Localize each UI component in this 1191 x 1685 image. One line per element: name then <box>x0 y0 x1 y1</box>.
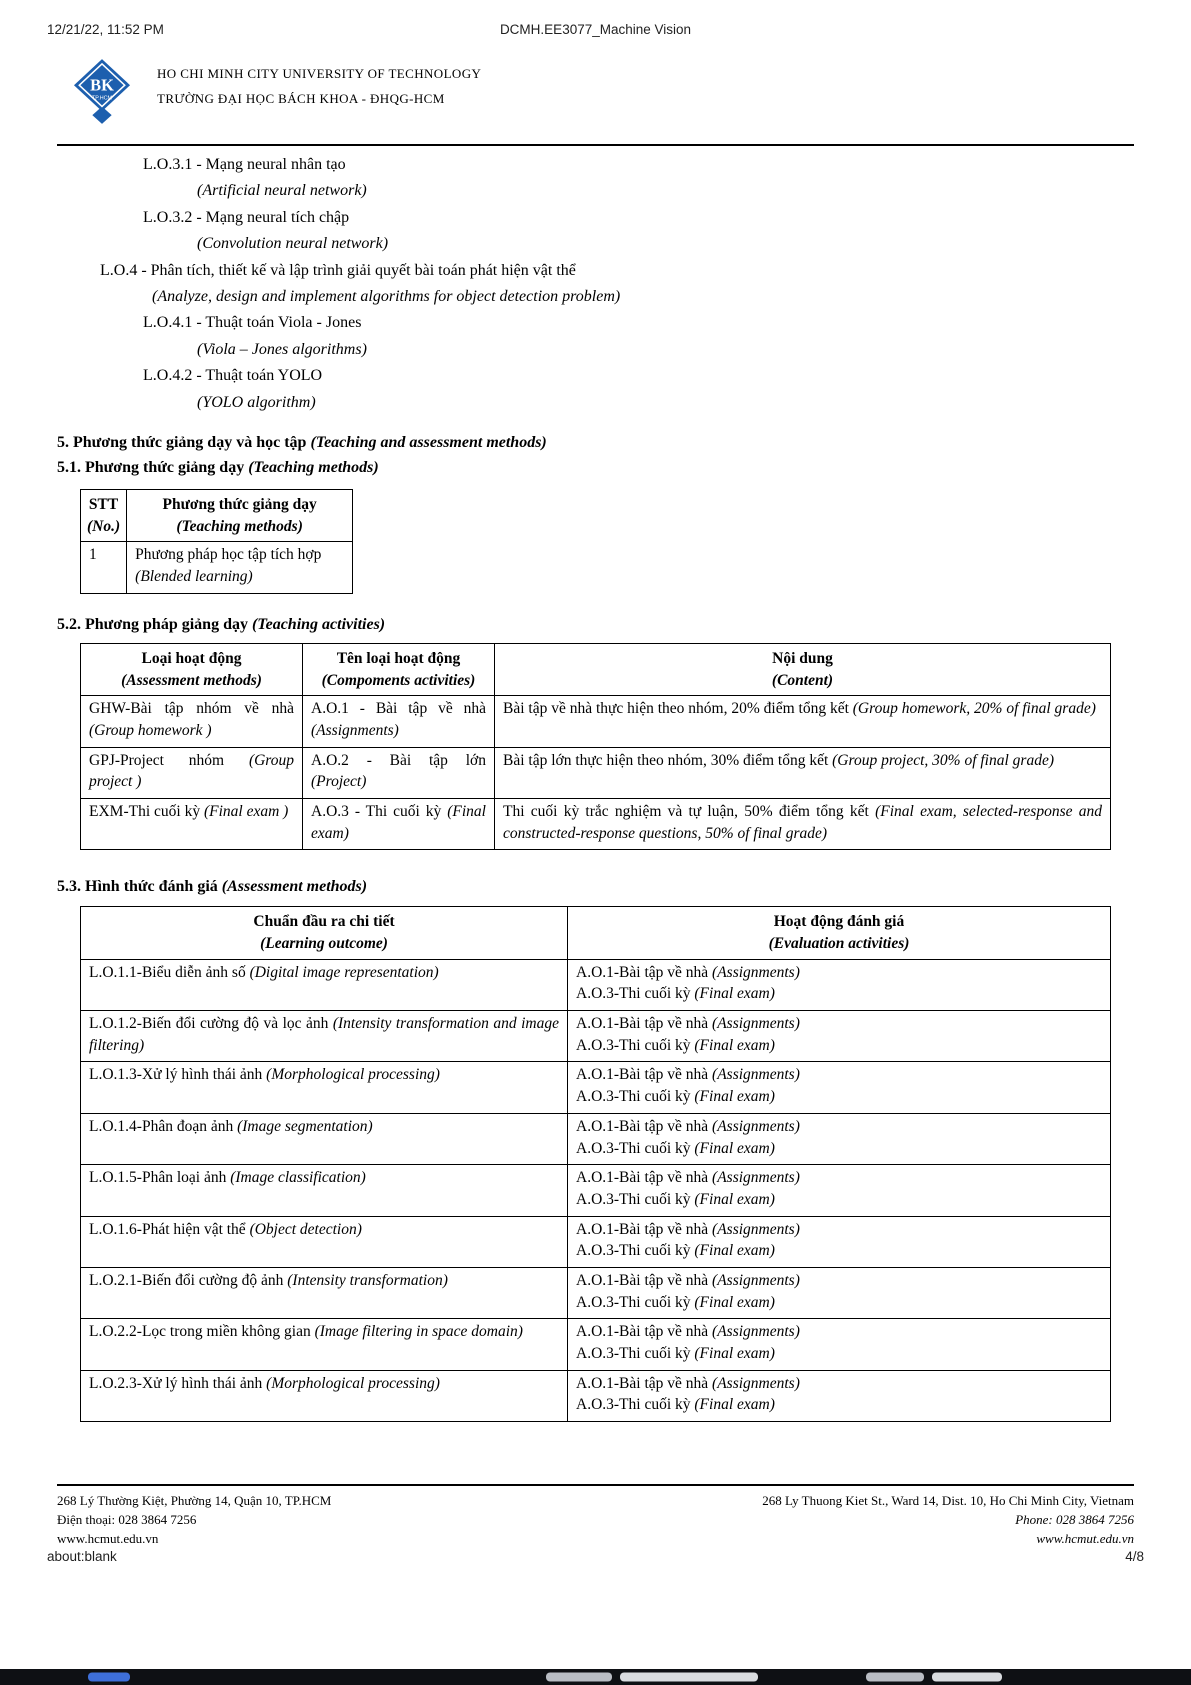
learning-outcome-cell <box>81 1267 568 1318</box>
learning-outcome-line: (Viola – Jones algorithms) <box>197 340 367 358</box>
heading-vi: 5. Phương thức giảng dạy và học tập <box>57 434 311 452</box>
table-cell <box>495 696 1111 747</box>
teaching-methods-table <box>80 489 353 594</box>
page-footer <box>57 1484 1134 1548</box>
text-segment: A.O.3-Thi cuối kỳ <box>576 1139 695 1157</box>
learning-outcome-cell <box>81 1062 568 1113</box>
header-en: (Compoments activities) <box>321 671 476 689</box>
text-segment: A.O.1-Bài tập về nhà <box>576 1015 713 1033</box>
text-segment: A.O.1-Bài tập về nhà <box>576 1169 713 1187</box>
section-5-3-heading <box>57 878 1134 896</box>
text-segment: (Project) <box>311 773 367 791</box>
learning-outcome-cell <box>81 1011 568 1062</box>
footer-right <box>762 1491 1134 1548</box>
text-segment: (Image segmentation) <box>237 1117 373 1135</box>
university-name-en: HO CHI MINH CITY UNIVERSITY OF TECHNOLOGY <box>157 66 482 81</box>
section-5-2-heading <box>57 616 1134 634</box>
text-segment: EXM-Thi cuối kỳ <box>89 802 204 820</box>
header-vi: Hoạt động đánh giá <box>773 913 905 931</box>
evaluation-line <box>576 1343 1102 1365</box>
header-en: (Evaluation activities) <box>768 935 910 952</box>
address-vi: 268 Lý Thường Kiệt, Phường 14, Quận 10, TP.HCM <box>57 1493 332 1508</box>
university-names <box>157 58 481 107</box>
table-row <box>81 1113 1111 1164</box>
text-segment: (Final exam) <box>694 1242 775 1260</box>
text-segment: (Final exam) <box>694 1396 775 1414</box>
method-en: (Blended learning) <box>135 568 253 586</box>
col-content <box>495 643 1111 695</box>
logo-bk-text: BK <box>90 75 114 95</box>
text-segment: (Final exam) <box>311 802 486 842</box>
learning-outcome-line: L.O.3.2 - Mạng neural tích chập <box>143 208 350 226</box>
evaluation-line <box>576 1394 1102 1416</box>
print-doc-title: DCMH.EE3077_Machine Vision <box>499 22 692 37</box>
text-segment: (Final exam, selected-response and constructed-response questions, 50% of final grade) <box>503 802 1102 842</box>
evaluation-line <box>576 1064 1102 1086</box>
teaching-activities-table <box>80 643 1111 851</box>
text-segment: (Assignments) <box>712 1374 800 1392</box>
evaluation-line <box>576 962 1102 984</box>
header-vi: Tên loại hoạt động <box>336 649 461 667</box>
heading-vi: 5.3. Hình thức đánh giá <box>57 878 222 896</box>
text-segment: L.O.1.5-Phân loại ảnh <box>89 1169 231 1187</box>
table-row <box>81 1062 1111 1113</box>
print-url: about:blank <box>47 1549 117 1564</box>
text-segment: L.O.1.4-Phân đoạn ảnh <box>89 1117 238 1135</box>
text-segment: L.O.2.1-Biến đổi cường độ ảnh <box>89 1271 288 1289</box>
text-segment: A.O.3-Thi cuối kỳ <box>576 1190 695 1208</box>
learning-outcomes-list <box>57 152 1134 416</box>
text-segment: (Assignments) <box>712 963 800 981</box>
learning-outcome-cell <box>81 1370 568 1421</box>
text-segment: (Final exam ) <box>203 802 289 820</box>
text-segment: A.O.1-Bài tập về nhà <box>576 1220 713 1238</box>
taskbar-light-segment[interactable] <box>932 1673 1002 1682</box>
table-cell <box>81 696 303 747</box>
table-row <box>81 1165 1111 1216</box>
text-segment: (Final exam) <box>694 985 775 1003</box>
heading-en: (Teaching and assessment methods) <box>310 434 547 452</box>
header-en: (Learning outcome) <box>260 935 388 952</box>
learning-outcome-line: L.O.4 - Phân tích, thiết kế và lập trình giải quyết bài toán phát hiện vật thể <box>100 261 576 279</box>
text-segment: (Morphological processing) <box>266 1066 440 1084</box>
print-footer-bar <box>47 1549 1144 1564</box>
header-row <box>81 907 1111 959</box>
evaluation-line <box>576 1270 1102 1292</box>
col-learning-outcome <box>81 907 568 959</box>
text-segment: GPJ-Project nhóm <box>89 751 249 769</box>
text-segment: A.O.3-Thi cuối kỳ <box>576 1088 695 1106</box>
phone-en: Phone: 028 3864 7256 <box>1015 1512 1134 1527</box>
col-activity-name <box>303 643 495 695</box>
university-name-vi: TRƯỜNG ĐẠI HỌC BÁCH KHOA - ĐHQG-HCM <box>157 91 445 106</box>
table-cell <box>303 798 495 849</box>
table-row <box>81 1370 1111 1421</box>
heading-en: (Assessment methods) <box>221 878 368 896</box>
table-cell <box>81 747 303 798</box>
text-segment: (Image classification) <box>230 1169 366 1187</box>
text-segment: A.O.1-Bài tập về nhà <box>576 1271 713 1289</box>
text-segment: (Assignments) <box>712 1271 800 1289</box>
evaluation-line <box>576 1167 1102 1189</box>
assessment-methods-table <box>80 906 1111 1422</box>
learning-outcome-cell <box>81 1319 568 1370</box>
text-segment: A.O.3-Thi cuối kỳ <box>576 1036 695 1054</box>
evaluation-cell <box>568 1062 1111 1113</box>
text-segment: (Image filtering in space domain) <box>314 1323 523 1341</box>
evaluation-line <box>576 1189 1102 1211</box>
footer-left <box>57 1491 331 1548</box>
table-row <box>81 747 1111 798</box>
text-segment: (Intensity transformation and image filtering) <box>89 1015 559 1054</box>
learning-outcome-line: L.O.3.1 - Mạng neural nhân tạo <box>143 156 346 173</box>
evaluation-cell <box>568 1319 1111 1370</box>
text-segment: (Group homework ) <box>89 721 212 739</box>
evaluation-line <box>576 1292 1102 1314</box>
evaluation-line <box>576 1116 1102 1138</box>
heading-vi: 5.2. Phương pháp giảng dạy <box>57 615 252 633</box>
text-segment: (Assignments) <box>311 721 399 739</box>
text-segment: A.O.1-Bài tập về nhà <box>576 1066 713 1084</box>
text-segment: A.O.3-Thi cuối kỳ <box>576 985 695 1003</box>
section-5-heading <box>57 434 1134 452</box>
cell-no: 1 <box>81 542 127 593</box>
header-row <box>81 490 353 542</box>
table-cell <box>303 747 495 798</box>
text-segment: A.O.1-Bài tập về nhà <box>576 1323 713 1341</box>
text-segment: (Assignments) <box>712 1015 800 1033</box>
text-segment: A.O.3-Thi cuối kỳ <box>576 1345 695 1362</box>
evaluation-cell <box>568 959 1111 1010</box>
evaluation-cell <box>568 1216 1111 1267</box>
method-vi: Phương pháp học tập tích hợp <box>135 546 322 564</box>
evaluation-line <box>576 1373 1102 1395</box>
text-segment: L.O.1.1-Biểu diễn ảnh số <box>89 963 250 981</box>
assessment-methods-body <box>81 959 1111 1421</box>
text-segment: A.O.2 - Bài tập lớn <box>311 751 486 769</box>
print-page-number: 4/8 <box>1125 1549 1144 1564</box>
taskbar-blue-indicator[interactable] <box>88 1673 130 1682</box>
text-segment: A.O.1 - Bài tập về nhà <box>311 700 486 718</box>
col-method <box>127 490 353 542</box>
text-segment: (Assignments) <box>712 1066 800 1084</box>
table-row <box>81 959 1111 1010</box>
evaluation-line <box>576 1138 1102 1160</box>
evaluation-line <box>576 983 1102 1005</box>
text-segment: A.O.1-Bài tập về nhà <box>576 1374 713 1392</box>
text-segment: (Final exam) <box>694 1139 775 1157</box>
text-segment: (Assignments) <box>712 1169 800 1187</box>
col-no <box>81 490 127 542</box>
learning-outcome-line: (Convolution neural network) <box>197 235 389 253</box>
bk-university-logo-icon <box>73 58 131 124</box>
teaching-activities-body <box>81 696 1111 850</box>
header-vi: Chuẩn đầu ra chi tiết <box>253 913 395 931</box>
text-segment: A.O.1-Bài tập về nhà <box>576 963 713 981</box>
header-divider <box>57 144 1134 146</box>
evaluation-line <box>576 1013 1102 1035</box>
text-segment: GHW-Bài tập nhóm về nhà <box>89 700 294 718</box>
table-row <box>81 1216 1111 1267</box>
taskbar-light-segment[interactable] <box>620 1673 758 1682</box>
heading-vi: 5.1. Phương thức giảng dạy <box>57 459 249 477</box>
text-segment: (Group project, 30% of final grade) <box>832 751 1054 769</box>
text-segment: (Intensity transformation) <box>287 1271 448 1289</box>
evaluation-line <box>576 1035 1102 1057</box>
heading-en: (Teaching methods) <box>248 459 379 477</box>
website-link[interactable]: www.hcmut.edu.vn <box>57 1531 159 1546</box>
evaluation-line <box>576 1219 1102 1241</box>
learning-outcome-line: (Artificial neural network) <box>197 182 367 200</box>
table-row <box>81 1267 1111 1318</box>
learning-outcome-line: (YOLO algorithm) <box>197 393 316 411</box>
evaluation-cell <box>568 1011 1111 1062</box>
cell-method <box>127 542 353 593</box>
header-vi: Phương thức giảng dạy <box>162 496 317 514</box>
table-cell <box>495 747 1111 798</box>
table-cell <box>495 798 1111 849</box>
header-vi: STT <box>88 496 119 514</box>
website-link[interactable]: www.hcmut.edu.vn <box>1036 1531 1134 1546</box>
text-segment: (Digital image representation) <box>249 963 439 981</box>
text-segment: (Morphological processing) <box>266 1374 440 1392</box>
header-en: (No.) <box>87 517 121 535</box>
text-segment: A.O.3-Thi cuối kỳ <box>576 1396 695 1414</box>
text-segment: (Assignments) <box>712 1323 800 1341</box>
evaluation-line <box>576 1086 1102 1108</box>
evaluation-line <box>576 1321 1102 1343</box>
text-segment: L.O.1.2-Biến đổi cường độ và lọc ảnh <box>89 1015 333 1033</box>
text-segment: Thi cuối kỳ trắc nghiệm và tự luận, 50% điểm tổng kết <box>503 802 876 820</box>
evaluation-cell <box>568 1165 1111 1216</box>
text-segment: (Final exam) <box>694 1345 775 1362</box>
table-row <box>81 1011 1111 1062</box>
text-segment: L.O.2.2-Lọc trong miền không gian <box>89 1323 315 1341</box>
text-segment: (Group homework, 20% of final grade) <box>852 700 1096 718</box>
phone-vi: Điện thoại: 028 3864 7256 <box>57 1512 197 1527</box>
header-en: (Content) <box>771 671 834 689</box>
col-evaluation <box>568 907 1111 959</box>
table-row <box>81 696 1111 747</box>
taskbar-light-segment[interactable] <box>866 1673 924 1682</box>
text-segment: (Assignments) <box>712 1220 800 1238</box>
text-segment: (Group project ) <box>89 751 294 791</box>
header-en: (Assessment methods) <box>121 671 262 689</box>
learning-outcome-line: (Analyze, design and implement algorithms for object detection problem) <box>152 288 621 306</box>
taskbar[interactable] <box>0 1669 1191 1685</box>
text-segment: (Final exam) <box>694 1293 775 1311</box>
text-segment: A.O.3 - Thi cuối kỳ <box>311 802 448 820</box>
learning-outcome-line: L.O.4.1 - Thuật toán Viola - Jones <box>143 314 362 332</box>
print-datetime: 12/21/22, 11:52 PM <box>47 22 164 37</box>
text-segment: Bài tập lớn thực hiện theo nhóm, 30% điểm tổng kết <box>503 751 833 769</box>
text-segment: L.O.1.3-Xử lý hình thái ảnh <box>89 1066 267 1084</box>
table-cell <box>303 696 495 747</box>
text-segment: A.O.1-Bài tập về nhà <box>576 1117 713 1135</box>
learning-outcome-cell <box>81 1216 568 1267</box>
text-segment: (Assignments) <box>712 1117 800 1135</box>
table-row <box>81 798 1111 849</box>
col-activity-type <box>81 643 303 695</box>
text-segment: A.O.3-Thi cuối kỳ <box>576 1242 695 1260</box>
evaluation-cell <box>568 1370 1111 1421</box>
text-segment: (Final exam) <box>694 1190 775 1208</box>
evaluation-cell <box>568 1113 1111 1164</box>
section-5-1-heading <box>57 459 1134 477</box>
address-en: 268 Ly Thuong Kiet St., Ward 14, Dist. 10, Ho Chi Minh City, Vietnam <box>762 1493 1134 1508</box>
text-segment: A.O.3-Thi cuối kỳ <box>576 1293 695 1311</box>
logo-tphcm-text: TP.HCM <box>91 95 113 102</box>
text-segment: Bài tập về nhà thực hiện theo nhóm, 20% điểm tổng kết <box>503 700 853 718</box>
evaluation-line <box>576 1240 1102 1262</box>
header-vi: Loại hoạt động <box>141 649 242 667</box>
text-segment: (Final exam) <box>694 1088 775 1106</box>
header-en: (Teaching methods) <box>176 517 303 535</box>
header-vi: Nội dung <box>772 649 833 667</box>
learning-outcome-cell <box>81 959 568 1010</box>
text-segment: L.O.2.3-Xử lý hình thái ảnh <box>89 1374 267 1392</box>
text-segment: L.O.1.6-Phát hiện vật thể <box>89 1220 250 1238</box>
table-row <box>81 1319 1111 1370</box>
taskbar-light-segment[interactable] <box>546 1673 612 1682</box>
evaluation-cell <box>568 1267 1111 1318</box>
text-segment: (Object detection) <box>249 1220 362 1238</box>
text-segment: (Final exam) <box>694 1036 775 1054</box>
table-cell <box>81 798 303 849</box>
table-row <box>81 542 353 593</box>
heading-en: (Teaching activities) <box>251 615 386 633</box>
learning-outcome-line: L.O.4.2 - Thuật toán YOLO <box>143 367 323 385</box>
header-row <box>81 643 1111 695</box>
learning-outcome-cell <box>81 1165 568 1216</box>
learning-outcome-cell <box>81 1113 568 1164</box>
university-header <box>73 58 1134 124</box>
